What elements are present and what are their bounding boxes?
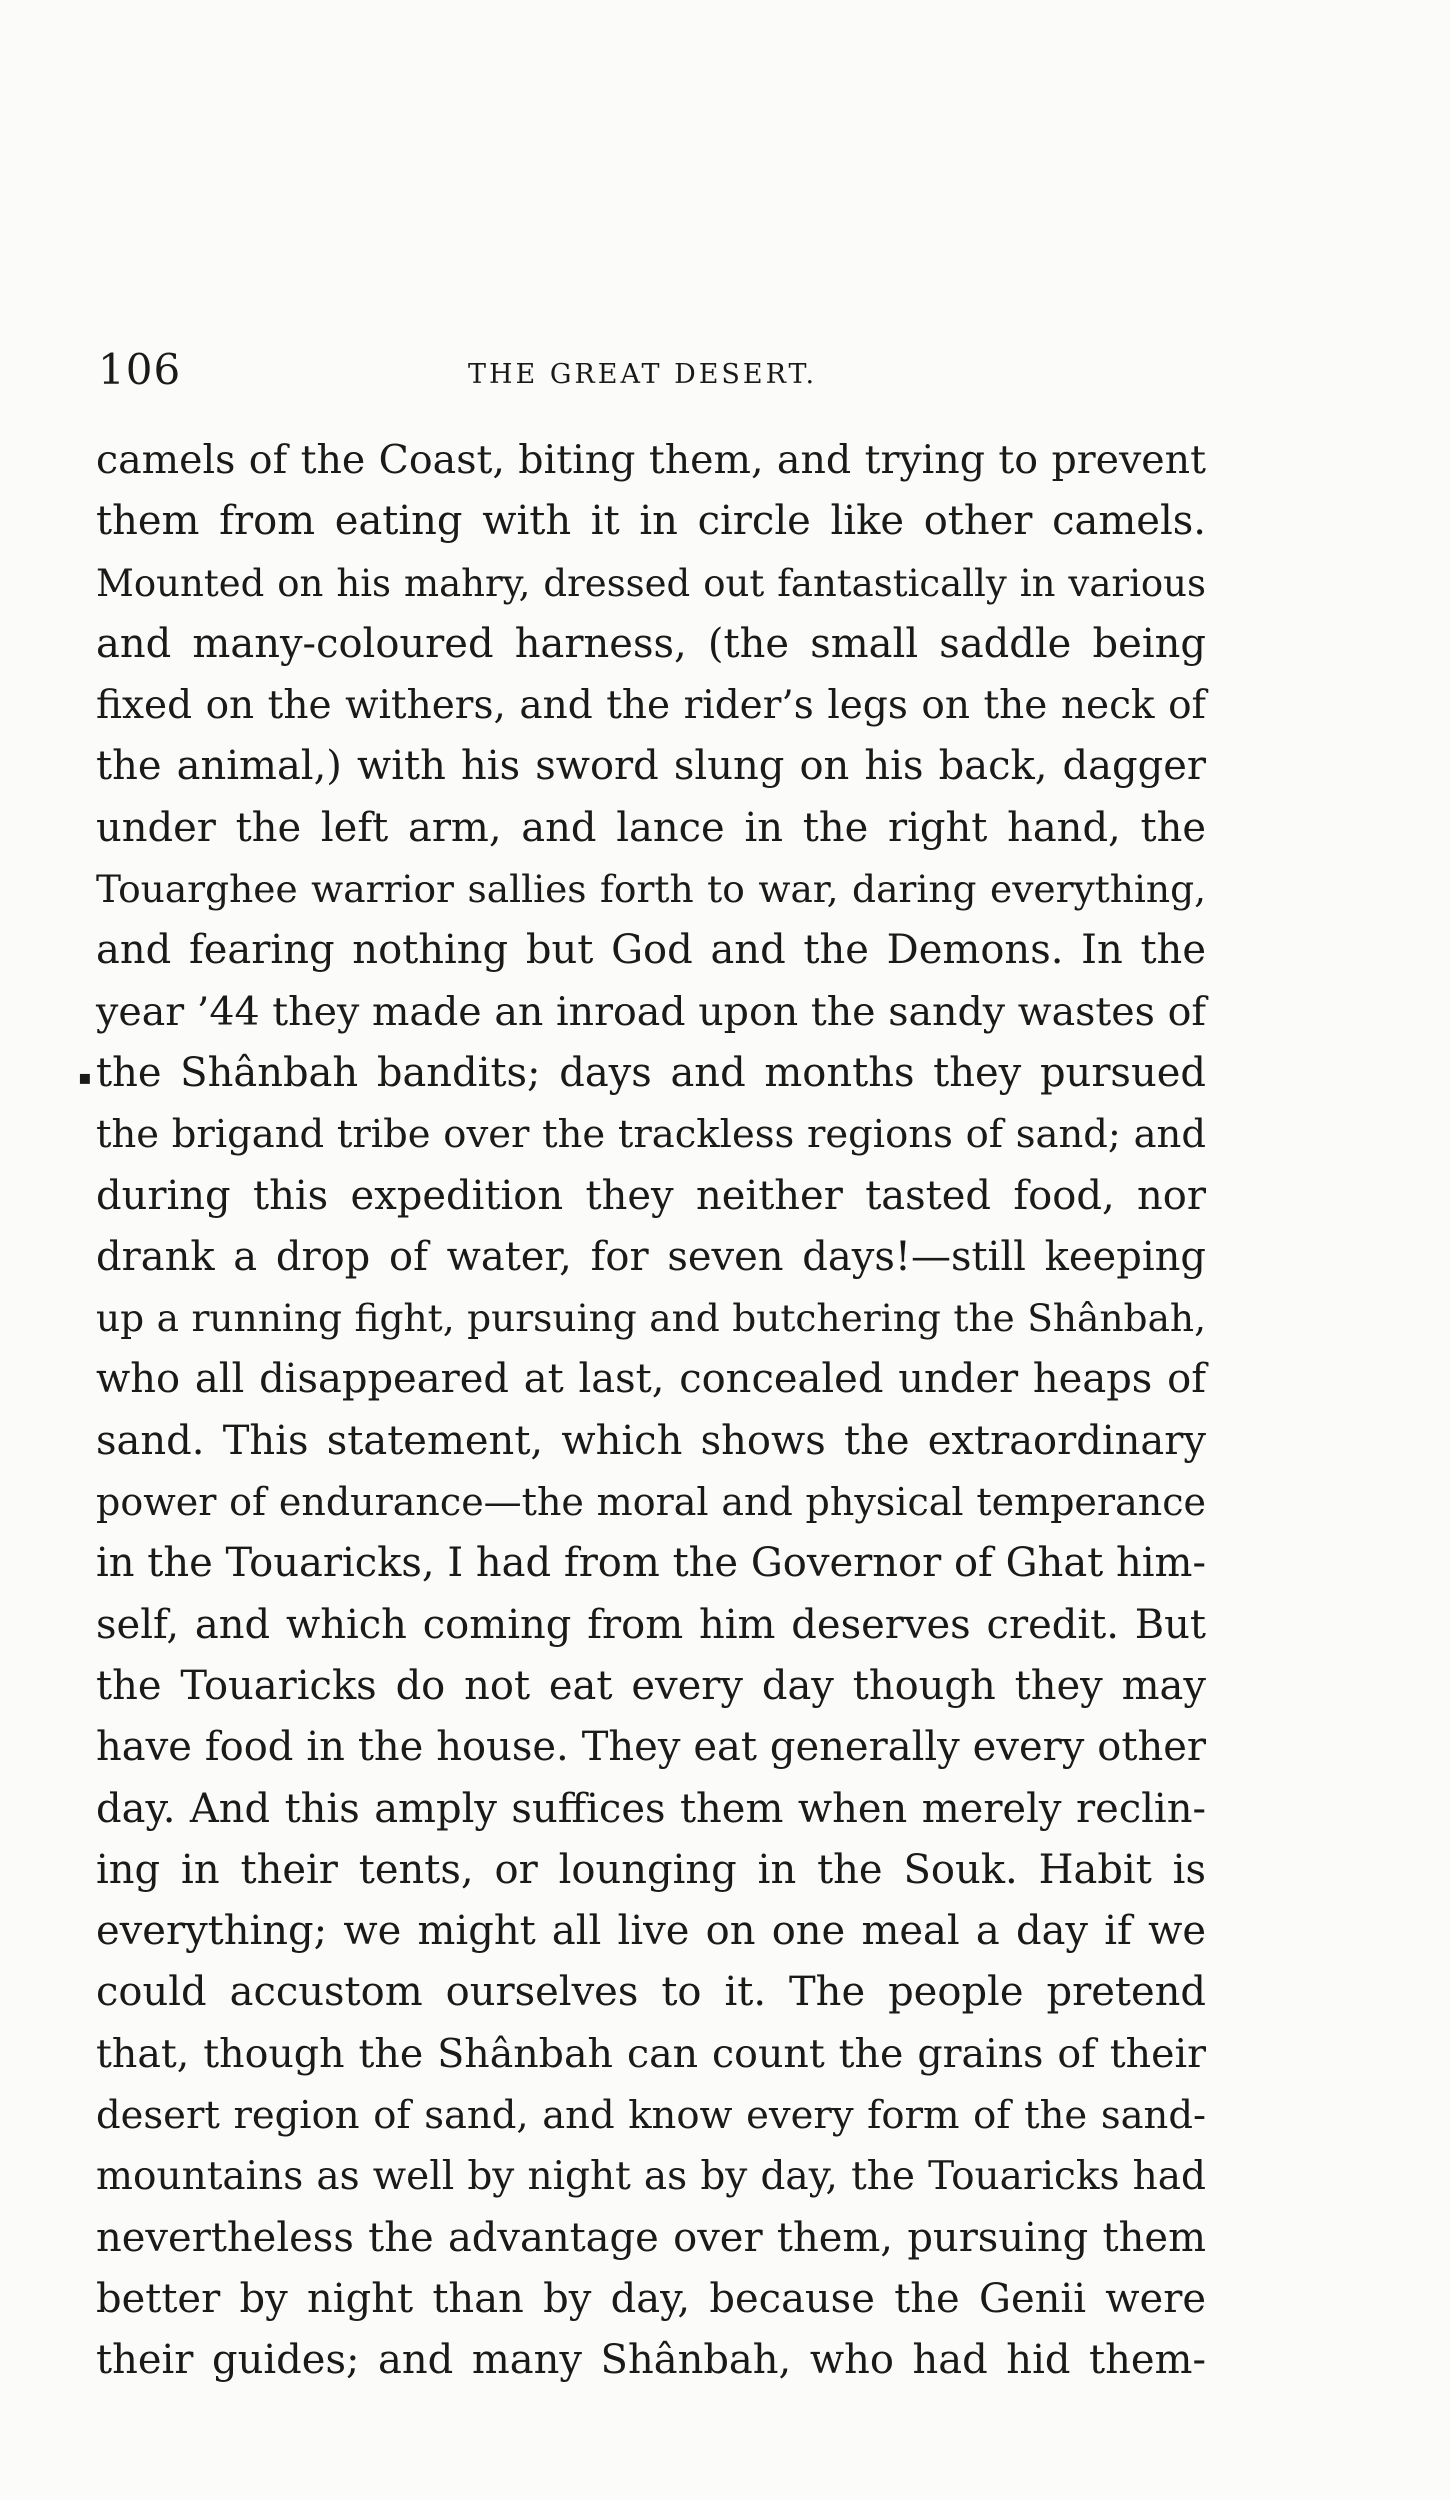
text-line: Mounted on his mahry, dressed out fantastically in various (96, 561, 1206, 605)
text-line: the Touaricks do not eat every day though they may (96, 1662, 1206, 1709)
text-line: year ’44 they made an inroad upon the sandy wastes of (96, 988, 1206, 1035)
text-line: up a running fight, pursuing and butchering the Shânbah, (96, 1296, 1206, 1341)
text-line: power of endurance—the moral and physical temperance (96, 1480, 1206, 1525)
text-line: fixed on the withers, and the rider’s legs on the neck of (96, 683, 1206, 729)
page-number: 106 (98, 345, 182, 394)
text-line: who all disappeared at last, concealed under heaps of (96, 1356, 1206, 1403)
text-line: everything; we might all live on one meal a day if we (96, 1908, 1206, 1955)
text-line: the Shânbah bandits; days and months they pursued (96, 1049, 1206, 1096)
text-line: under the left arm, and lance in the right hand, the (96, 804, 1206, 851)
margin-mark: ▪ (78, 1065, 92, 1089)
text-line: camels of the Coast, biting them, and trying to prevent (96, 437, 1206, 483)
text-line: desert region of sand, and know every form of the sand- (96, 2093, 1206, 2139)
text-line: nevertheless the advantage over them, pursuing them (96, 2214, 1206, 2261)
text-line: mountains as well by night as by day, the Touaricks had (96, 2154, 1206, 2200)
text-line: the animal,) with his sword slung on his back, dagger (96, 743, 1206, 790)
text-line: the brigand tribe over the trackless regions of sand; and (96, 1112, 1206, 1158)
text-line: could accustom ourselves to it. The people pretend (96, 1969, 1206, 2016)
text-line: self, and which coming from him deserves credit. But (96, 1601, 1206, 1648)
text-line: and fearing nothing but God and the Demons. In the (96, 927, 1206, 974)
text-line: day. And this amply suffices them when merely reclin- (96, 1785, 1206, 1832)
text-line: better by night than by day, because the Genii were (96, 2275, 1206, 2322)
text-line: Touarghee warrior sallies forth to war, daring everything, (96, 867, 1206, 912)
text-line: drank a drop of water, for seven days!—still keeping (96, 1233, 1206, 1280)
text-line: them from eating with it in circle like other camels. (96, 498, 1206, 545)
text-line: ing in their tents, or lounging in the Souk. Habit is (96, 1846, 1206, 1893)
text-line: and many-coloured harness, (the small saddle being (96, 620, 1206, 667)
text-line: their guides; and many Shânbah, who had hid them- (96, 2337, 1206, 2384)
text-line: that, though the Shânbah can count the grains of their (96, 2030, 1206, 2077)
running-head (98, 345, 1208, 405)
text-line: during this expedition they neither tasted food, nor (96, 1172, 1206, 1219)
body-text (96, 430, 1206, 2392)
text-line: have food in the house. They eat generally every other (96, 1724, 1206, 1771)
text-line: sand. This statement, which shows the extraordinary (96, 1417, 1206, 1464)
text-line: in the Touaricks, I had from the Governor of Ghat him- (96, 1540, 1206, 1587)
running-title: THE GREAT DESERT. (468, 359, 818, 390)
